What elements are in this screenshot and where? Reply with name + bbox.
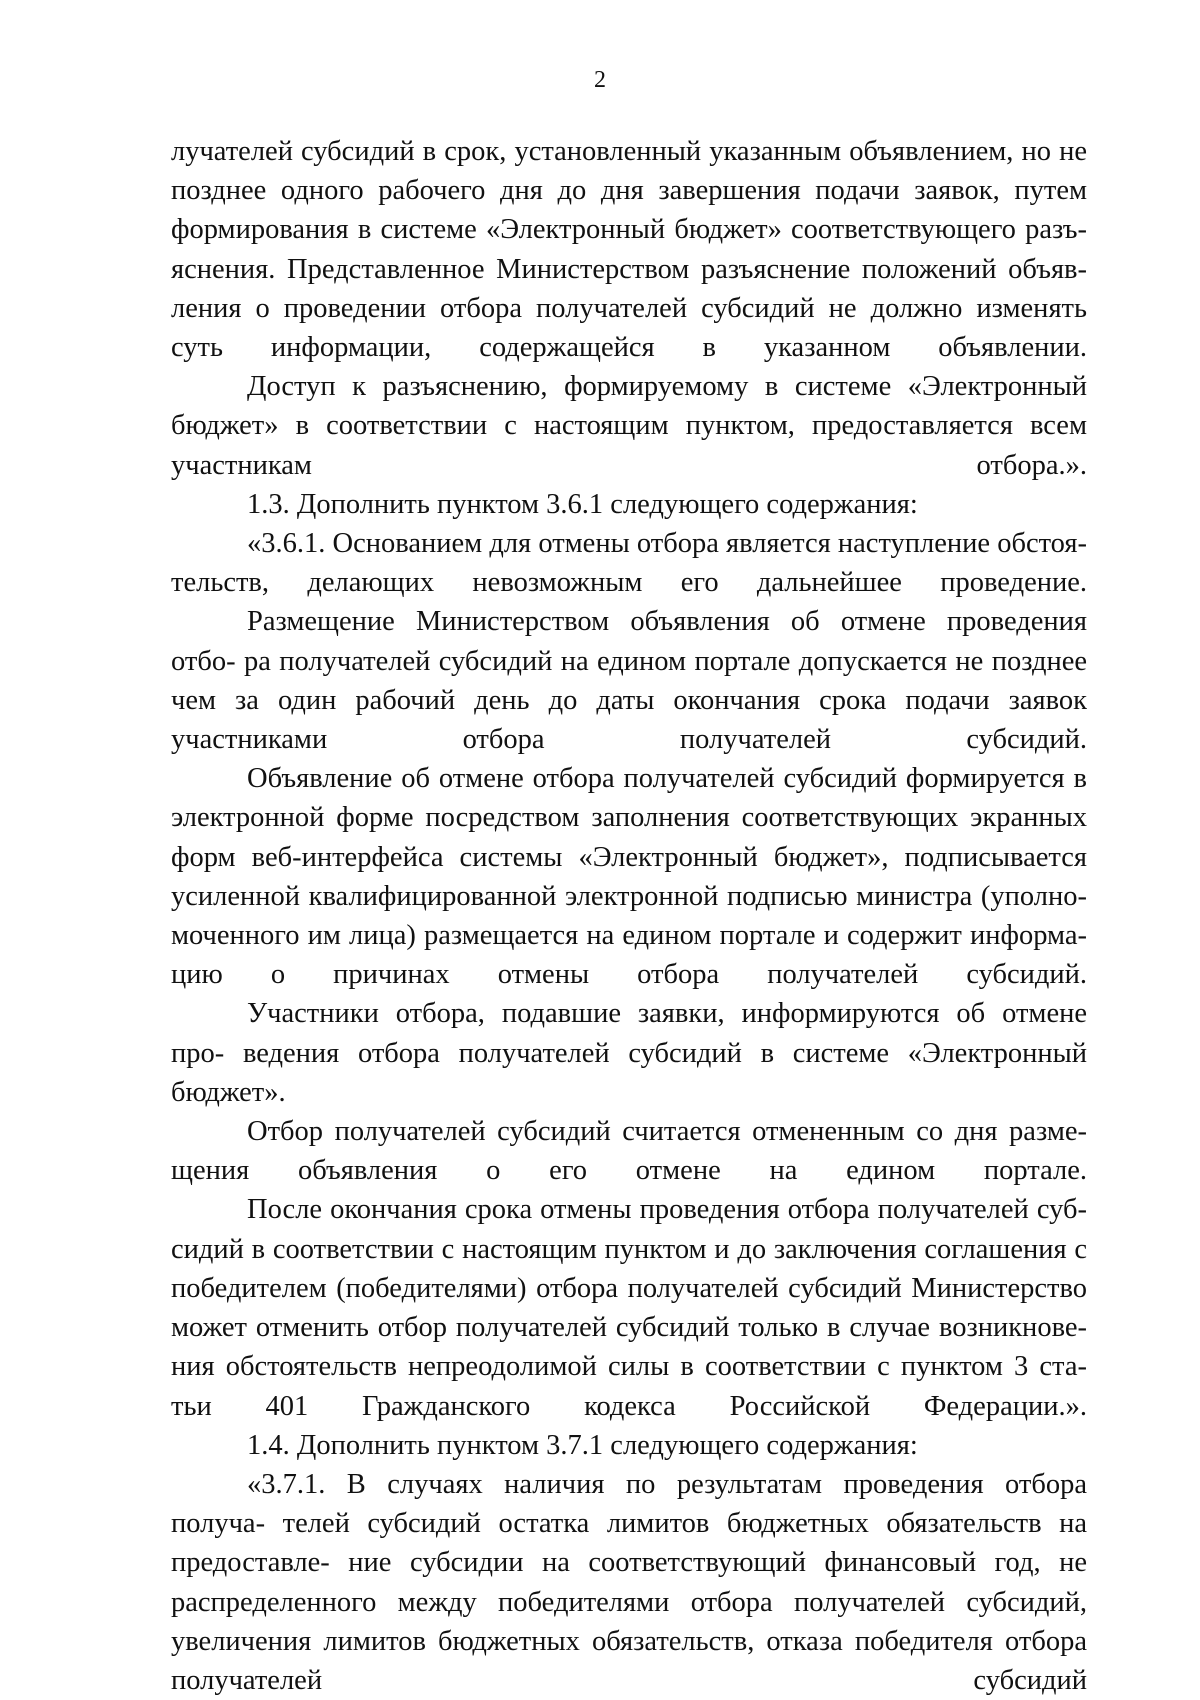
- paragraph: [171, 1465, 1087, 1700]
- text-line: между победителями отбора получателей субсидий, увеличения лимитов: [171, 1586, 1088, 1657]
- text-line: бюджетных обязательств, отказа победителя отбора получателей субсидий: [171, 1625, 1087, 1696]
- text-line: участникам отбора.».: [171, 449, 1087, 481]
- text-line: телей субсидий остатка лимитов бюджетных обязательств на предоставле-: [171, 1508, 1087, 1579]
- paragraph: [171, 1426, 1087, 1465]
- text-line: ведения отбора получателей субсидий в системе «Электронный бюджет».: [171, 1037, 1088, 1108]
- text-line: бюджет» в соответствии с настоящим пунктом, предоставляется всем: [171, 410, 1087, 442]
- paragraph: [171, 367, 1087, 485]
- text-line: Отбор получателей субсидий считается отмененным со дня разме-: [247, 1116, 1087, 1148]
- text-line: тельств, делающих невозможным его дальнейшее проведение.: [171, 567, 1087, 599]
- paragraph: [171, 524, 1087, 602]
- text-line: суть информации, содержащейся в указанном объявлении.: [171, 332, 1087, 364]
- text-line: форм веб-интерфейса системы «Электронный бюджет», подписывается: [171, 841, 1087, 873]
- text-line: Объявление об отмене отбора получателей субсидий формируется в: [247, 763, 1087, 795]
- paragraph: [171, 1112, 1087, 1190]
- text-line: 1.3. Дополнить пунктом 3.6.1 следующего содержания:: [247, 488, 918, 520]
- text-line: лучателей субсидий в срок, установленный указанным объявлением, но не: [171, 136, 1087, 167]
- text-line: формирования в системе «Электронный бюджет» соответствующего разъ-: [171, 214, 1087, 246]
- text-line: яснения. Представленное Министерством разъяснение положений объяв-: [171, 253, 1087, 285]
- paragraph: [171, 132, 1087, 367]
- text-line: один рабочий день до даты окончания срока подачи заявок участниками: [171, 684, 1087, 756]
- text-line: сидий в соответствии с настоящим пунктом и до заключения соглашения с: [171, 1233, 1087, 1265]
- document-body: [171, 132, 1087, 1700]
- text-line: электронной форме посредством заполнения соответствующих экранных: [171, 802, 1087, 834]
- page-number: 2: [594, 67, 606, 93]
- paragraph: [171, 994, 1087, 1112]
- text-line: усиленной квалифицированной электронной подписью министра (уполно-: [171, 880, 1087, 912]
- text-line: 1.4. Дополнить пунктом 3.7.1 следующего содержания:: [247, 1429, 918, 1461]
- text-line: ние субсидии на соответствующий финансовый год, не распределенного: [171, 1547, 1087, 1618]
- paragraph: [171, 1190, 1087, 1425]
- text-line: ра получателей субсидий на едином портале допускается не позднее чем за: [171, 645, 1087, 716]
- paragraph: [171, 485, 1087, 524]
- text-line: «3.6.1. Основанием для отмены отбора является наступление обстоя-: [247, 528, 1087, 560]
- text-line: моченного им лица) размещается на едином портале и содержит информа-: [171, 920, 1087, 952]
- text-line: позднее одного рабочего дня до дня завершения подачи заявок, путем: [171, 175, 1087, 207]
- text-line: отбора получателей субсидий.: [462, 724, 1088, 756]
- text-line: может отменить отбор получателей субсидий только в случае возникнове-: [171, 1312, 1087, 1344]
- text-line: Размещение Министерством объявления об отмене проведения отбо-: [171, 606, 1087, 677]
- text-line: цию о причинах отмены отбора получателей субсидий.: [171, 959, 1087, 991]
- text-line: «3.7.1. В случаях наличия по результатам проведения отбора получа-: [171, 1468, 1087, 1540]
- text-line: ления о проведении отбора получателей субсидий не должно изменять: [171, 292, 1087, 324]
- text-line: Доступ к разъяснению, формируемому в системе «Электронный: [247, 371, 1087, 403]
- text-line: щения объявления о его отмене на едином портале.: [171, 1155, 1087, 1187]
- text-line: ния обстоятельств непреодолимой силы в соответствии с пунктом 3 ста-: [171, 1351, 1087, 1383]
- text-line: победителем (победителями) отбора получателей субсидий Министерство: [171, 1272, 1087, 1304]
- paragraph: [171, 602, 1087, 759]
- text-line: тьи 401 Гражданского кодекса Российской Федерации.».: [171, 1390, 1087, 1422]
- text-line: Участники отбора, подавшие заявки, информируются об отмене про-: [171, 998, 1087, 1069]
- paragraph: [171, 759, 1087, 994]
- text-line: После окончания срока отмены проведения отбора получателей суб-: [247, 1194, 1087, 1226]
